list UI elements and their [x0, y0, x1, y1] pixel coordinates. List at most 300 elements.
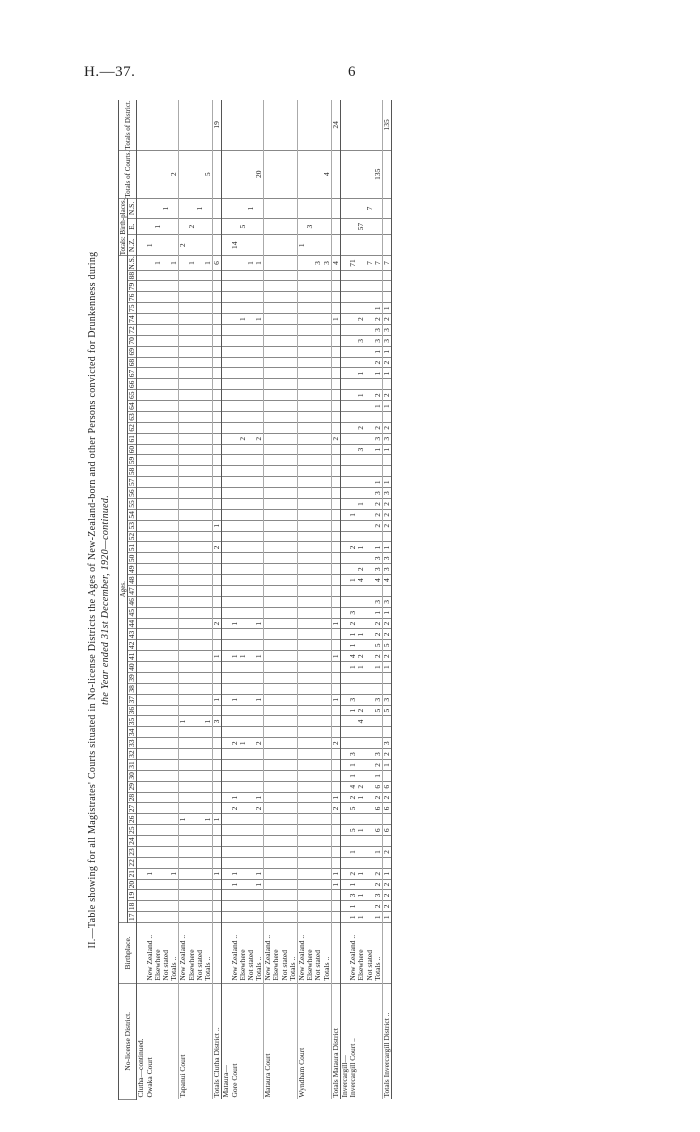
age-count-cell — [331, 890, 340, 901]
age-count-cell: 2 — [374, 901, 383, 912]
age-count-cell — [247, 781, 255, 792]
table-row — [213, 100, 222, 1100]
age-count-cell — [179, 564, 188, 575]
age-count-cell — [239, 814, 247, 825]
age-count-cell: 2 — [382, 749, 391, 760]
age-count-cell — [247, 770, 255, 781]
age-count-cell — [230, 683, 238, 694]
age-count-cell — [170, 499, 179, 510]
age-count-cell — [146, 770, 154, 781]
age-count-cell — [222, 292, 231, 303]
age-count-cell — [297, 270, 306, 281]
age-count-cell — [154, 607, 162, 618]
age-count-cell — [323, 444, 332, 455]
age-count-cell — [196, 303, 204, 314]
age-count-cell — [179, 412, 188, 423]
age-count-cell — [179, 346, 188, 357]
age-count-cell — [170, 303, 179, 314]
age-count-cell — [247, 303, 255, 314]
age-count-cell — [281, 281, 289, 292]
age-count-cell: 1 — [179, 814, 188, 825]
age-count-cell — [146, 912, 154, 923]
age-count-cell — [323, 325, 332, 336]
age-count-cell — [137, 433, 146, 444]
age-column-header: 58 — [127, 467, 137, 476]
age-count-cell — [272, 379, 280, 390]
age-count-cell — [314, 325, 322, 336]
age-count-cell — [247, 760, 255, 771]
age-count-cell — [331, 292, 340, 303]
age-count-cell: 5 — [374, 640, 383, 651]
age-count-cell: 1 — [374, 912, 383, 923]
age-column-header: 61 — [127, 434, 137, 443]
age-count-cell — [264, 738, 273, 749]
age-count-cell — [247, 825, 255, 836]
age-count-cell — [179, 390, 188, 401]
age-count-cell — [247, 401, 255, 412]
districts-cell — [179, 100, 188, 150]
age-count-cell — [222, 499, 231, 510]
age-count-cell — [331, 705, 340, 716]
age-count-cell — [272, 912, 280, 923]
age-count-cell — [230, 825, 238, 836]
age-count-cell — [222, 509, 231, 520]
rotated-table-page — [80, 100, 640, 1100]
age-count-cell — [255, 683, 264, 694]
age-count-cell — [204, 357, 213, 368]
age-count-cell: 4 — [357, 575, 365, 586]
age-count-cell — [255, 488, 264, 499]
age-count-cell — [188, 781, 196, 792]
age-count-cell — [222, 716, 231, 727]
age-column-header: 53 — [127, 521, 137, 530]
age-count-cell — [272, 509, 280, 520]
districts-cell — [365, 100, 373, 150]
age-count-cell — [162, 607, 170, 618]
nz-cell — [331, 235, 340, 256]
age-count-cell — [323, 314, 332, 325]
age-count-cell — [331, 629, 340, 640]
age-count-cell — [222, 444, 231, 455]
age-count-cell — [170, 705, 179, 716]
age-count-cell — [382, 586, 391, 597]
age-count-cell — [331, 455, 340, 466]
age-count-cell — [255, 390, 264, 401]
age-count-cell — [196, 270, 204, 281]
age-count-cell — [179, 651, 188, 662]
age-count-cell — [170, 346, 179, 357]
age-count-cell — [239, 749, 247, 760]
age-count-cell — [162, 357, 170, 368]
age-count-cell — [239, 335, 247, 346]
age-count-cell — [297, 325, 306, 336]
age-count-cell — [357, 738, 365, 749]
age-count-cell — [340, 553, 349, 564]
age-count-cell — [289, 857, 298, 868]
age-count-cell — [264, 433, 273, 444]
age-count-cell — [137, 651, 146, 662]
age-count-cell — [323, 542, 332, 553]
bns-cell — [146, 198, 154, 219]
age-count-cell — [239, 662, 247, 673]
age-count-cell: 3 — [374, 564, 383, 575]
age-count-cell — [196, 379, 204, 390]
age-count-cell — [314, 781, 322, 792]
age-count-cell: 2 — [374, 390, 383, 401]
age-count-cell — [239, 477, 247, 488]
age-count-cell — [306, 575, 314, 586]
age-count-cell — [204, 781, 213, 792]
district-cell: Invercargill Court .. — [348, 1038, 358, 1098]
age-count-cell — [297, 575, 306, 586]
age-count-cell — [281, 346, 289, 357]
age-count-cell — [239, 412, 247, 423]
age-count-cell — [179, 270, 188, 281]
age-count-cell — [196, 455, 204, 466]
age-count-cell — [154, 836, 162, 847]
bns-cell — [349, 198, 357, 219]
age-count-cell — [230, 857, 238, 868]
age-count-cell — [247, 727, 255, 738]
age-count-cell — [331, 716, 340, 727]
age-count-cell — [374, 379, 383, 390]
age-count-cell — [137, 575, 146, 586]
courts-cell — [289, 150, 298, 198]
bns-cell: 1 — [247, 198, 255, 219]
age-count-cell: 2 — [382, 792, 391, 803]
age-count-cell — [188, 335, 196, 346]
age-count-cell — [357, 803, 365, 814]
age-count-cell — [357, 596, 365, 607]
table-row — [374, 100, 383, 1100]
age-count-cell — [272, 716, 280, 727]
age-count-cell — [230, 814, 238, 825]
age-count-cell — [281, 673, 289, 684]
age-count-cell — [357, 814, 365, 825]
age-count-cell — [357, 325, 365, 336]
age-count-cell — [289, 575, 298, 586]
age-count-cell — [162, 444, 170, 455]
age-count-cell — [264, 553, 273, 564]
age-count-cell — [137, 694, 146, 705]
age-count-cell — [146, 466, 154, 477]
age-count-cell — [382, 857, 391, 868]
age-count-cell — [170, 879, 179, 890]
age-count-cell — [222, 564, 231, 575]
age-count-cell — [162, 673, 170, 684]
nz-cell: 14 — [230, 235, 238, 256]
age-count-cell — [323, 683, 332, 694]
age-count-cell — [179, 727, 188, 738]
age-count-cell — [196, 770, 204, 781]
bns-cell: 7 — [365, 198, 373, 219]
age-count-cell — [264, 814, 273, 825]
age-count-cell: 1 — [382, 401, 391, 412]
age-count-cell — [264, 499, 273, 510]
age-count-cell — [239, 683, 247, 694]
age-count-cell — [170, 270, 179, 281]
age-column-header: 51 — [127, 543, 137, 552]
age-count-cell — [222, 422, 231, 433]
age-count-cell: 1 — [357, 368, 365, 379]
age-count-cell: 2 — [382, 618, 391, 629]
age-count-cell — [323, 629, 332, 640]
age-count-cell — [204, 325, 213, 336]
age-count-cell — [154, 879, 162, 890]
age-count-cell: 2 — [357, 422, 365, 433]
age-count-cell: 1 — [374, 542, 383, 553]
age-count-cell — [137, 673, 146, 684]
districts-cell — [297, 100, 306, 150]
age-count-cell — [340, 814, 349, 825]
age-count-cell — [230, 368, 238, 379]
age-count-cell — [137, 455, 146, 466]
age-count-cell — [272, 651, 280, 662]
districts-cell — [264, 100, 273, 150]
age-count-cell — [255, 325, 264, 336]
birth-elsewhere-header: E. — [128, 219, 137, 235]
age-count-cell — [213, 270, 222, 281]
age-count-cell — [222, 531, 231, 542]
age-count-cell: 1 — [349, 705, 357, 716]
age-count-cell — [188, 629, 196, 640]
age-count-cell — [162, 412, 170, 423]
age-count-cell — [281, 868, 289, 879]
age-count-cell — [154, 390, 162, 401]
age-count-cell — [255, 575, 264, 586]
age-count-cell — [146, 662, 154, 673]
age-count-cell — [349, 553, 357, 564]
age-count-cell — [213, 401, 222, 412]
age-count-cell — [179, 640, 188, 651]
age-count-cell — [188, 618, 196, 629]
age-count-cell — [306, 716, 314, 727]
age-count-cell — [170, 912, 179, 923]
age-count-cell — [137, 314, 146, 325]
age-count-cell — [349, 738, 357, 749]
age-count-cell — [340, 466, 349, 477]
age-count-cell — [146, 738, 154, 749]
age-count-cell — [239, 499, 247, 510]
age-count-cell — [213, 390, 222, 401]
age-count-cell — [264, 901, 273, 912]
age-count-cell — [239, 346, 247, 357]
age-count-cell — [323, 901, 332, 912]
age-count-cell: 2 — [382, 847, 391, 858]
age-count-cell — [188, 727, 196, 738]
age-count-cell — [239, 303, 247, 314]
age-count-cell — [272, 705, 280, 716]
age-count-cell — [146, 401, 154, 412]
age-count-cell — [365, 716, 373, 727]
age-count-cell — [340, 281, 349, 292]
age-count-cell — [239, 890, 247, 901]
age-count-cell — [188, 553, 196, 564]
age-column-header: 74 — [127, 315, 137, 323]
nz-cell: 2 — [179, 235, 188, 256]
age-count-cell — [289, 368, 298, 379]
age-count-cell: 1 — [239, 651, 247, 662]
age-count-cell: 1 — [331, 868, 340, 879]
district-cell — [196, 983, 204, 1099]
birthplace-cell: Not stated — [162, 923, 170, 984]
nz-cell — [374, 235, 383, 256]
age-count-cell — [272, 499, 280, 510]
age-count-cell — [137, 499, 146, 510]
age-count-cell — [222, 912, 231, 923]
age-count-cell — [357, 520, 365, 531]
age-count-cell — [357, 901, 365, 912]
age-count-cell — [204, 368, 213, 379]
districts-cell — [170, 100, 179, 150]
age-count-cell — [255, 716, 264, 727]
age-count-cell — [306, 346, 314, 357]
age-count-cell — [146, 901, 154, 912]
table-title-line-2: the Year ended 31st December, 1920—continued. — [100, 494, 111, 706]
age-count-cell: 3 — [357, 444, 365, 455]
age-count-cell — [170, 586, 179, 597]
age-count-cell — [349, 727, 357, 738]
district-cell: Mataura— — [221, 1065, 231, 1098]
age-count-cell — [213, 596, 222, 607]
districts-cell: 24 — [331, 100, 340, 150]
age-count-cell — [170, 390, 179, 401]
age-count-cell — [230, 716, 238, 727]
age-count-cell — [146, 618, 154, 629]
age-count-cell: 3 — [349, 607, 357, 618]
age-count-cell — [289, 640, 298, 651]
age-count-cell — [264, 564, 273, 575]
age-count-cell — [204, 455, 213, 466]
age-count-cell: 2 — [213, 542, 222, 553]
age-count-cell — [306, 629, 314, 640]
courts-cell — [137, 150, 146, 198]
age-count-cell — [137, 607, 146, 618]
age-count-cell: 1 — [382, 346, 391, 357]
age-count-cell — [196, 901, 204, 912]
age-count-cell — [204, 727, 213, 738]
age-count-cell — [170, 292, 179, 303]
districts-cell — [188, 100, 196, 150]
age-column-header: 28 — [127, 793, 137, 802]
age-count-cell — [323, 727, 332, 738]
age-count-cell — [162, 596, 170, 607]
age-count-cell — [331, 727, 340, 738]
age-count-cell — [306, 749, 314, 760]
age-count-cell — [154, 553, 162, 564]
age-count-cell — [247, 346, 255, 357]
age-count-cell — [213, 879, 222, 890]
age-count-cell — [297, 314, 306, 325]
age-count-cell — [281, 477, 289, 488]
age-count-cell — [188, 531, 196, 542]
age-count-cell — [239, 553, 247, 564]
age-count-cell — [239, 357, 247, 368]
age-count-cell — [264, 314, 273, 325]
age-count-cell — [146, 564, 154, 575]
age-count-cell — [247, 553, 255, 564]
age-count-cell — [281, 368, 289, 379]
age-count-cell — [255, 466, 264, 477]
e-cell — [365, 219, 373, 235]
age-count-cell — [340, 303, 349, 314]
age-count-cell: 4 — [374, 575, 383, 586]
age-count-cell — [196, 390, 204, 401]
age-count-cell — [188, 270, 196, 281]
age-count-cell — [162, 422, 170, 433]
age-count-cell: 6 — [382, 781, 391, 792]
age-count-cell — [306, 879, 314, 890]
age-count-cell — [162, 433, 170, 444]
age-column-header: 39 — [127, 674, 137, 682]
age-count-cell — [349, 401, 357, 412]
age-count-cell — [340, 564, 349, 575]
age-count-cell — [137, 749, 146, 760]
age-count-cell — [323, 781, 332, 792]
age-count-cell — [154, 444, 162, 455]
age-count-cell — [323, 618, 332, 629]
age-count-cell — [382, 683, 391, 694]
district-cell: Invercargill— — [339, 1055, 349, 1098]
age-count-cell — [196, 640, 204, 651]
age-count-cell — [323, 770, 332, 781]
age-count-cell — [137, 368, 146, 379]
e-cell — [314, 219, 322, 235]
age-count-cell — [188, 477, 196, 488]
age-count-cell — [204, 466, 213, 477]
bns-cell — [340, 198, 349, 219]
age-count-cell — [188, 738, 196, 749]
age-count-cell — [222, 314, 231, 325]
age-count-cell — [188, 760, 196, 771]
age-count-cell — [255, 335, 264, 346]
age-count-cell — [314, 694, 322, 705]
age-count-cell — [314, 412, 322, 423]
age-count-cell: 3 — [374, 596, 383, 607]
age-count-cell — [331, 444, 340, 455]
age-count-cell — [281, 314, 289, 325]
district-cell: Owaka Court — [144, 1057, 154, 1098]
age-count-cell — [289, 422, 298, 433]
age-count-cell: 1 — [204, 814, 213, 825]
age-count-cell — [281, 444, 289, 455]
age-count-cell: 3 — [374, 488, 383, 499]
age-count-cell — [154, 564, 162, 575]
age-count-cell — [204, 379, 213, 390]
age-count-cell — [272, 814, 280, 825]
age-count-cell — [306, 814, 314, 825]
birthplace-cell: Elsewhere — [357, 923, 365, 984]
age-count-cell: 1 — [255, 651, 264, 662]
age-count-cell — [281, 727, 289, 738]
age-count-cell — [204, 422, 213, 433]
age-count-cell — [154, 531, 162, 542]
age-count-cell — [213, 727, 222, 738]
age-count-cell — [213, 335, 222, 346]
age-count-cell — [213, 825, 222, 836]
age-count-cell: 6 — [374, 781, 383, 792]
age-count-cell: 1 — [331, 314, 340, 325]
age-count-cell — [289, 433, 298, 444]
age-count-cell — [179, 792, 188, 803]
age-count-cell: 1 — [213, 651, 222, 662]
age-count-cell — [340, 357, 349, 368]
age-count-cell — [137, 662, 146, 673]
age-count-cell — [264, 879, 273, 890]
age-count-cell — [365, 281, 373, 292]
age-count-cell: 1 — [213, 694, 222, 705]
age-count-cell — [204, 760, 213, 771]
